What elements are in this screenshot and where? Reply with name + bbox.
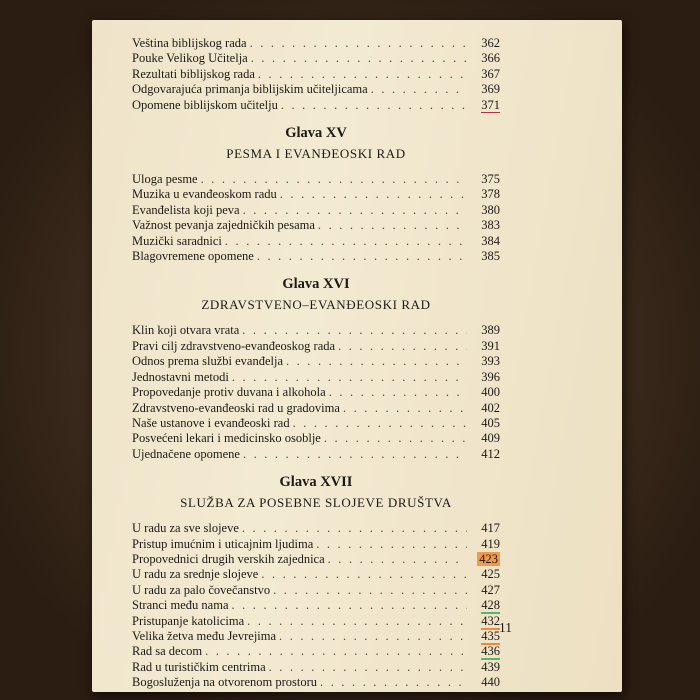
- entry-page: 369: [481, 82, 500, 97]
- entry-title: Muzički saradnici: [132, 233, 222, 248]
- toc-entry: [132, 67, 500, 82]
- entry-title: Uloga pesme: [132, 172, 198, 187]
- chapter-subtitle: PESMA I EVANĐEOSKI RAD: [226, 146, 406, 162]
- entry-page: 427: [481, 582, 500, 597]
- toc-entry: [132, 598, 500, 613]
- toc-entry: [132, 660, 500, 675]
- page-number: 11: [499, 620, 512, 635]
- entry-page: 384: [481, 233, 500, 248]
- entry-page: 393: [481, 354, 500, 369]
- toc-entry: [132, 51, 500, 66]
- toc-entry: [132, 385, 500, 400]
- entry-page: 417: [481, 521, 500, 536]
- entry-title: Klin koji otvara vrata: [132, 323, 240, 338]
- entry-title: Rad u turističkim centrima: [132, 659, 266, 674]
- book-page: [92, 20, 622, 692]
- entry-title: Naše ustanove i evanđeoski rad: [132, 415, 290, 430]
- toc-entry: [132, 36, 500, 51]
- entry-title: U radu za sve slojeve: [132, 521, 239, 536]
- toc-entry: [132, 401, 500, 416]
- toc-entry: [132, 339, 500, 354]
- toc-entry: [132, 82, 500, 97]
- entry-page: 400: [481, 385, 500, 400]
- entry-title: Bogosluženja na otvorenom prostoru: [132, 675, 318, 690]
- entry-title: Odnos prema službi evanđelja: [132, 354, 283, 369]
- toc-entry: [132, 552, 500, 567]
- entry-page: 436: [481, 644, 500, 659]
- entry-page: 362: [481, 36, 500, 50]
- entry-title: Velika žetva među Jevrejima: [132, 628, 277, 643]
- entry-title: Zdravstveno-evanđeoski rad u gradovima: [132, 400, 340, 415]
- entry-title: Posvećeni lekari i medicinsko osoblje: [132, 431, 321, 446]
- entry-page: 432: [481, 613, 500, 628]
- table-of-contents: [132, 36, 500, 691]
- entry-page: 378: [481, 187, 500, 202]
- entry-title: Ujednačene opomene: [132, 446, 240, 461]
- toc-entry: [132, 354, 500, 369]
- toc-entry: [132, 614, 500, 629]
- chapter-subtitle: SLUŽBA ZA POSEBNE SLOJEVE DRUŠTVA: [180, 495, 452, 511]
- entry-title: Evanđelista koji peva: [132, 202, 240, 217]
- chapter-heading: Glava XV: [285, 125, 347, 142]
- entry-page: 405: [481, 415, 500, 430]
- entry-page: 375: [481, 172, 500, 187]
- entry-page: 367: [481, 66, 500, 81]
- toc-entry: [132, 370, 500, 385]
- entry-page: 425: [481, 567, 500, 582]
- entry-title: Pouke Velikog Učitelja: [132, 51, 248, 66]
- toc-entry: [132, 521, 500, 536]
- entry-title: Propovedanje protiv duvana i alkohola: [132, 385, 326, 400]
- entry-title: Blagovremene opomene: [132, 249, 254, 264]
- toc-entry: [132, 187, 500, 202]
- entry-page: 435: [481, 628, 500, 643]
- entry-title: Rad sa decom: [132, 644, 203, 659]
- entry-page: 439: [481, 659, 500, 674]
- toc-entry: [132, 249, 500, 264]
- toc-entry: [132, 537, 500, 552]
- toc-entry: [132, 323, 500, 338]
- entry-page: 419: [481, 536, 500, 551]
- toc-entry: [132, 234, 500, 249]
- toc-entry: [132, 416, 500, 431]
- chapter-heading: Glava XVII: [279, 474, 353, 491]
- entry-page: 402: [481, 400, 500, 415]
- entry-title: Odgovarajuća primanja biblijskim učiteljicama: [132, 82, 368, 97]
- entry-title: Rezultati biblijskog rada: [132, 66, 255, 81]
- toc-entry: [132, 583, 500, 598]
- toc-entry: [132, 675, 500, 690]
- entry-page: 428: [481, 598, 500, 613]
- entry-title: Stranci među nama: [132, 598, 229, 613]
- entry-page: 389: [481, 323, 500, 338]
- toc-entry: [132, 629, 500, 644]
- chapter-heading: Glava XVI: [282, 276, 350, 293]
- toc-entry: [132, 447, 500, 462]
- toc-entry: [132, 567, 500, 582]
- entry-title: U radu za srednje slojeve: [132, 567, 259, 582]
- toc-entry: [132, 203, 500, 218]
- toc-entry: [132, 218, 500, 233]
- entry-title: Veština biblijskog rada: [132, 36, 247, 50]
- entry-title: Opomene biblijskom učitelju: [132, 97, 278, 112]
- entry-page: 385: [481, 249, 500, 264]
- entry-title: Pristupanje katolicima: [132, 613, 245, 628]
- toc-entry: [132, 98, 500, 113]
- entry-page: 380: [481, 202, 500, 217]
- entry-page: 440: [481, 675, 500, 690]
- entry-page: 366: [481, 51, 500, 66]
- toc-entry: [132, 431, 500, 446]
- chapter-subtitle: ZDRAVSTVENO–EVANĐEOSKI RAD: [201, 297, 431, 313]
- entry-title: Važnost pevanja zajedničkih pesama: [132, 218, 315, 233]
- entry-page: 371: [481, 97, 500, 112]
- entry-page: 396: [481, 369, 500, 384]
- toc-entry: [132, 172, 500, 187]
- entry-title: Muzika u evanđeoskom radu: [132, 187, 277, 202]
- entry-title: Pravi cilj zdravstveno-evanđeoskog rada: [132, 338, 336, 353]
- entry-page: 412: [481, 446, 500, 461]
- toc-entry: [132, 644, 500, 659]
- entry-page: 423: [479, 551, 498, 566]
- entry-page: 409: [481, 431, 500, 446]
- entry-title: U radu za palo čovečanstvo: [132, 582, 271, 597]
- entry-page: 383: [481, 218, 500, 233]
- entry-title: Pristup imućnim i uticajnim ljudima: [132, 536, 314, 551]
- entry-title: Jednostavni metodi: [132, 369, 229, 384]
- entry-title: Propovednici drugih verskih zajednica: [132, 551, 325, 566]
- entry-page: 391: [481, 338, 500, 353]
